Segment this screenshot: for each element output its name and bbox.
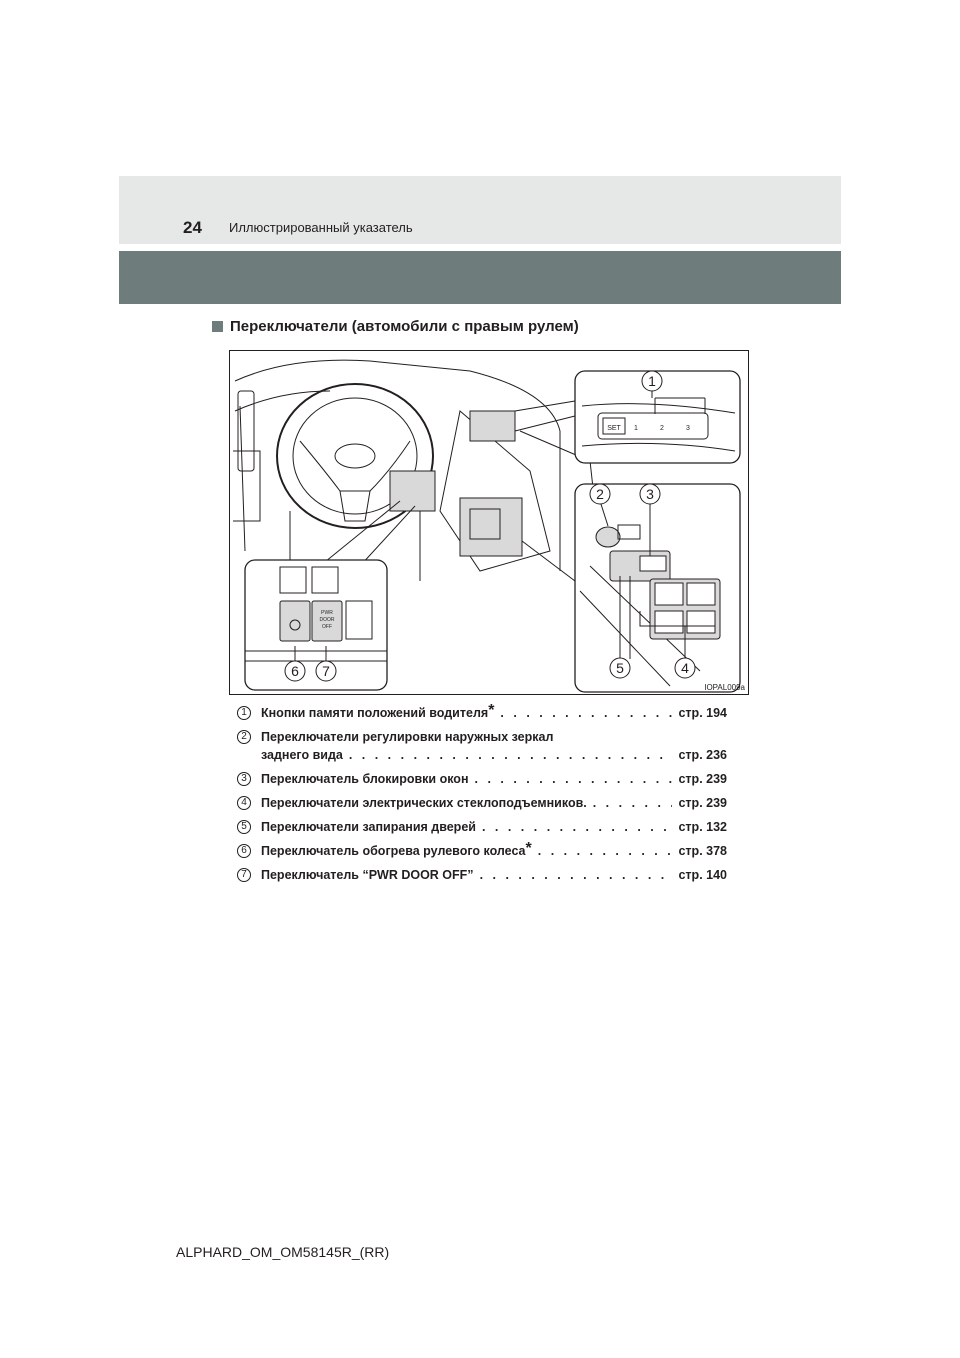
callout-number: 3	[237, 772, 251, 786]
callout-number: 1	[237, 706, 251, 720]
item-label: Переключатели запирания дверей	[261, 820, 476, 834]
legend-list	[237, 704, 727, 890]
star-mark: *	[525, 840, 532, 857]
page-ref: стр. 140	[678, 868, 727, 882]
page-ref: стр. 132	[678, 820, 727, 834]
callout-number: 6	[237, 844, 251, 858]
page-ref: стр. 239	[678, 796, 727, 810]
document-id: ALPHARD_OM_OM58145R_(RR)	[176, 1244, 390, 1260]
item-label: Переключатель обогрева рулевого колеса	[261, 844, 526, 858]
legend-item-5	[237, 818, 727, 836]
memory-1-label: 1	[634, 425, 638, 432]
item-label: Переключатель “PWR DOOR OFF”	[261, 868, 474, 882]
pwr-label: PWR	[321, 610, 333, 616]
switches-illustration	[229, 350, 749, 695]
section-title: Переключатели (автомобили с правым рулем)	[230, 318, 579, 335]
legend-item-1	[237, 704, 727, 722]
figure-code: IOPAL009a	[704, 683, 745, 692]
steering-wheel-logo	[335, 444, 375, 468]
svg-text:3: 3	[646, 486, 654, 502]
item-label: заднего вида	[261, 748, 343, 762]
callout-6	[285, 661, 305, 681]
svg-text:6: 6	[291, 663, 299, 679]
callout-1	[642, 371, 662, 391]
steering-heater-switch	[280, 601, 310, 641]
item-label: Кнопки памяти положений водителя	[261, 706, 489, 720]
window-lock-switch	[640, 556, 666, 571]
page-ref: стр. 236	[678, 748, 727, 762]
memory-switch-location	[470, 411, 515, 441]
memory-2-label: 2	[660, 425, 664, 432]
mirror-adjust-knob	[596, 527, 620, 547]
off-label: OFF	[322, 624, 332, 630]
svg-text:2: 2	[596, 486, 604, 502]
page-ref: стр. 194	[678, 706, 727, 720]
callout-number: 2	[237, 730, 251, 744]
callout-number: 7	[237, 868, 251, 882]
section-bullet-icon	[212, 321, 223, 332]
svg-text:5: 5	[616, 660, 624, 676]
callout-7	[316, 661, 336, 681]
callout-4	[675, 658, 695, 678]
page-ref: стр. 239	[678, 772, 727, 786]
item-label: Переключатель блокировки окон	[261, 772, 469, 786]
page-number: 24	[183, 218, 202, 237]
svg-text:4: 4	[681, 660, 689, 676]
legend-item-6	[237, 842, 727, 860]
callout-3	[640, 484, 660, 504]
item-label: Переключатели электрических стеклоподъемников.	[261, 796, 587, 810]
section-band	[119, 251, 841, 304]
legend-item-7	[237, 866, 727, 884]
legend-item-2	[237, 728, 727, 764]
callout-5	[610, 658, 630, 678]
callout-number: 4	[237, 796, 251, 810]
door-label: DOOR	[319, 617, 335, 623]
window-switch-location	[460, 498, 522, 556]
item-label-line1: Переключатели регулировки наружных зеркал	[261, 730, 554, 744]
legend-item-4	[237, 794, 727, 812]
header-band	[119, 176, 841, 244]
callout-2	[590, 484, 610, 504]
svg-text:1: 1	[648, 373, 656, 389]
svg-text:7: 7	[322, 663, 330, 679]
dashboard-drawing	[230, 351, 748, 694]
legend-item-3	[237, 770, 727, 788]
section-heading	[212, 318, 579, 335]
callout-number: 5	[237, 820, 251, 834]
set-label: SET	[607, 425, 621, 432]
memory-3-label: 3	[686, 425, 690, 432]
star-mark: *	[488, 702, 495, 719]
page-ref: стр. 378	[678, 844, 727, 858]
running-title: Иллюстрированный указатель	[229, 220, 413, 235]
switch-panel-6-7	[390, 471, 435, 511]
